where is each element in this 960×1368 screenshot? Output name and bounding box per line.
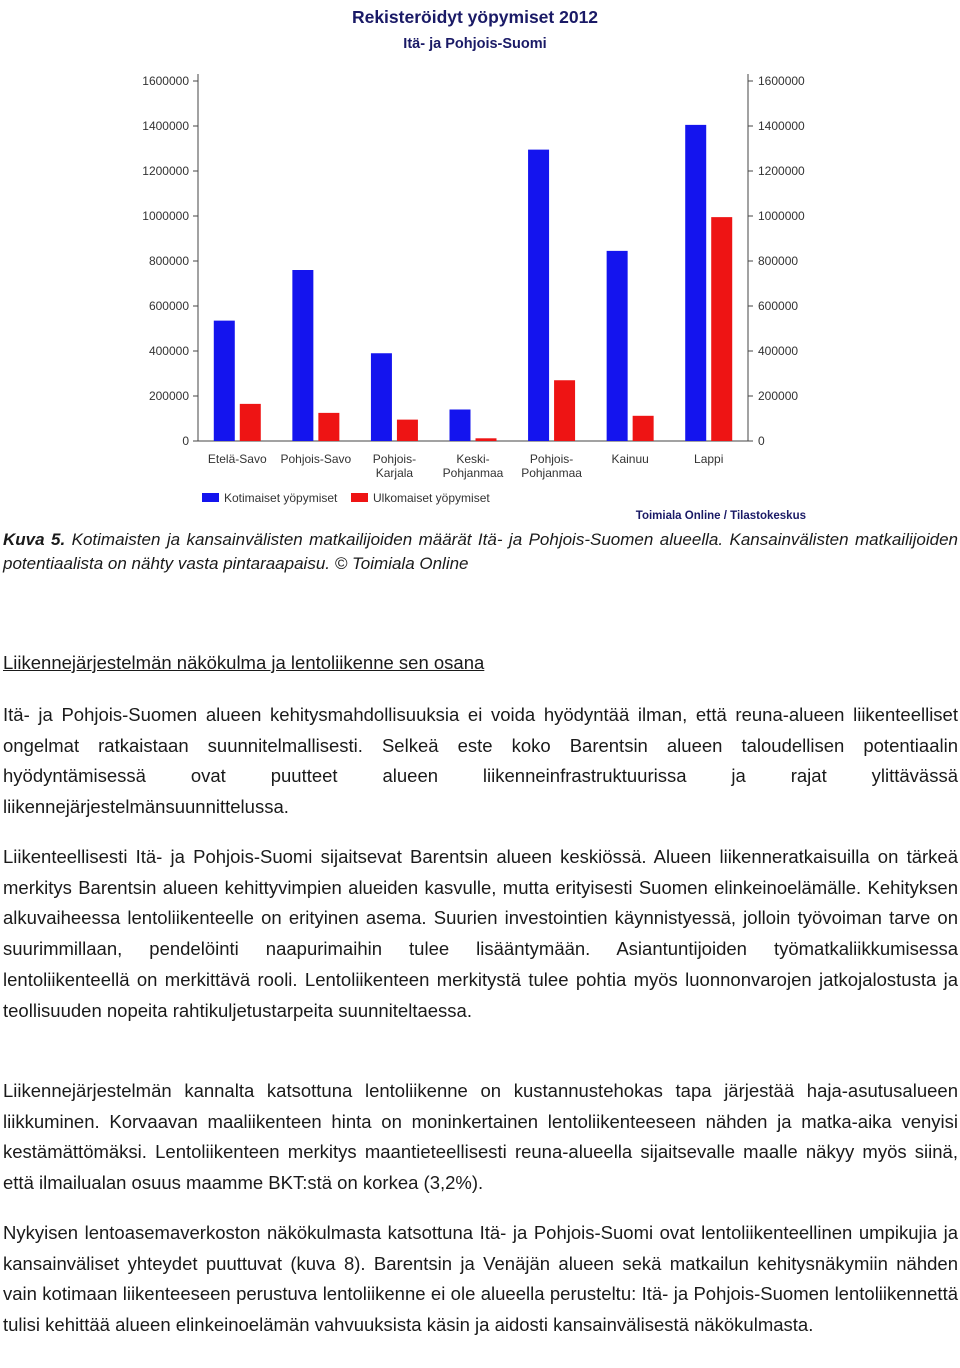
y-tick-label-left: 200000 — [148, 389, 189, 403]
overnight-stays-chart — [0, 0, 960, 525]
figure-caption — [3, 528, 958, 576]
chart-title: Rekisteröidyt yöpymiset 2012 — [351, 7, 599, 27]
x-tick-label: Keski- — [456, 452, 490, 466]
y-tick-label-right: 800000 — [758, 254, 799, 268]
bar-foreign — [633, 416, 654, 441]
y-tick-label-left: 1000000 — [142, 209, 189, 223]
bar-foreign — [711, 217, 732, 441]
y-tick-label-right: 1200000 — [758, 164, 805, 178]
bar-foreign — [476, 438, 497, 441]
paragraph-2: Liikenteellisesti Itä- ja Pohjois-Suomi sijaitsevat Barentsin alueen keskiössä. Alueen liikenneratkaisuilla on tärkeä merkitys Barentsin alueen kehittyvimpien alueiden kasvulle, mutta erityisesti Suomen elinkeinoelämälle. Kehityksen alkuvaiheessa lentoliikenteelle on erityinen asema. Suurien investointien käynnistyessä, jolloin työvoiman tarve on suurimmillaan, pendelöinti naapurimaihin tulee lisääntymään. Asiantuntijoiden työmatkaliikkumisessa lentoliikenteellä on merkittävä rooli. Lentoliikenteen merkitystä tulee pohtia myös luonnonvarojen jatkojalostusta ja teollisuuden nopeita rahtikuljetustarpeita suunniteltaessa. — [3, 846, 958, 1021]
bar-domestic — [371, 353, 392, 441]
chart-subtitle: Itä- ja Pohjois-Suomi — [403, 36, 547, 52]
paragraph-4: Nykyisen lentoasemaverkoston näkökulmasta katsottuna Itä- ja Pohjois-Suomi ovat lentoliikenteellinen umpikujia ja kansainväliset yhteydet puuttuvat (kuva 8). Barentsin ja Venäjän alueen sekä matkailun kehitysnäkymiin nähden vain kotimaan liikenteeseen perustuva lentoliikenne ei ole alueella perusteltu: Itä- ja Pohjois-Suomen lentoliikennettä tulisi kehittää alueen elinkeinoelämän vahvuuksista käsin ja aidosti kansainvälisestä näkökulmasta. — [3, 1222, 958, 1336]
y-tick-label-right: 1400000 — [758, 119, 805, 133]
y-tick-label-left: 1200000 — [142, 164, 189, 178]
y-tick-label-right: 0 — [758, 434, 765, 448]
chart-source: Toimiala Online / Tilastokeskus — [635, 510, 806, 522]
bar-foreign — [240, 404, 261, 441]
y-tick-label-left: 1400000 — [142, 119, 189, 133]
x-tick-label: Karjala — [375, 466, 414, 480]
x-tick-label: Kainuu — [611, 452, 649, 466]
y-tick-label-left: 800000 — [148, 254, 189, 268]
legend-swatch-domestic — [202, 493, 219, 502]
x-tick-label: Etelä-Savo — [207, 452, 267, 466]
x-tick-label: Lappi — [694, 452, 724, 466]
bar-domestic — [214, 321, 235, 441]
bar-domestic — [685, 125, 706, 441]
y-tick-label-left: 400000 — [148, 344, 189, 358]
y-tick-label-right: 1600000 — [758, 74, 805, 88]
paragraph-1: Itä- ja Pohjois-Suomen alueen kehitysmahdollisuuksia ei voida hyödyntää ilman, että reuna-alueen liikenteelliset ongelmat ratkaistaan suunnitelmallisesti. Selkeä este koko Barentsin alueen taloudellisen potentiaalin hyödyntämisessä ovat puutteet alueen liikenneinfrastruktuurissa ja rajat ylittävässä liikennejärjestelmänsuunnittelussa. — [3, 704, 958, 818]
bar-foreign — [318, 413, 339, 441]
bars — [214, 125, 732, 441]
bar-domestic — [292, 270, 313, 441]
y-tick-label-right: 400000 — [758, 344, 799, 358]
y-tick-label-right: 600000 — [758, 299, 799, 313]
y-tick-label-right: 1000000 — [758, 209, 805, 223]
x-tick-label: Pohjois-Savo — [280, 452, 352, 466]
paragraph-3: Liikennejärjestelmän kannalta katsottuna lentoliikenne on kustannustehokas tapa järjestää haja-asutusalueen liikkuminen. Korvaavan maaliikenteen hinta on moninkertainen lentoliikenteeseen nähden ja matka-aika venyisi kestämättömäksi. Lentoliikenteen merkitys maantieteellisesti reuna-alueella sijaitsevalle maalle näkyy myös siinä, että ilmailualan osuus maamme BKT:stä on korkea (3,2%). — [3, 1080, 958, 1194]
bar-domestic — [607, 251, 628, 441]
y-tick-label-right: 200000 — [758, 389, 799, 403]
section-heading: Liikennejärjestelmän näkökulma ja lentoliikenne sen osana — [3, 652, 485, 673]
legend — [202, 491, 490, 505]
bar-foreign — [397, 420, 418, 441]
y-tick-label-left: 1600000 — [142, 74, 189, 88]
bar-domestic — [450, 410, 471, 442]
legend-swatch-foreign — [351, 493, 368, 502]
legend-label-domestic: Kotimaiset yöpymiset — [224, 491, 338, 505]
bar-domestic — [528, 150, 549, 441]
x-tick-label: Pohjois- — [372, 452, 417, 466]
x-tick-label: Pohjanmaa — [442, 466, 504, 480]
bar-foreign — [554, 380, 575, 441]
x-tick-label: Pohjanmaa — [521, 466, 582, 480]
legend-label-foreign: Ulkomaiset yöpymiset — [373, 491, 490, 505]
caption-label: Kuva 5. — [3, 530, 66, 549]
left-y-ticks — [142, 74, 198, 448]
x-tick-labels — [208, 452, 723, 480]
y-tick-label-left: 0 — [182, 434, 189, 448]
right-y-ticks — [748, 74, 805, 448]
x-tick-label: Pohjois- — [529, 452, 574, 466]
y-tick-label-left: 600000 — [148, 299, 189, 313]
caption-text: Kotimaisten ja kansainvälisten matkailijoiden määrät Itä- ja Pohjois-Suomen alueella. Kansainvälisten matkailijoiden potentiaalista on nähty vasta pintaraapaisu. © Toimiala Online — [3, 530, 958, 573]
